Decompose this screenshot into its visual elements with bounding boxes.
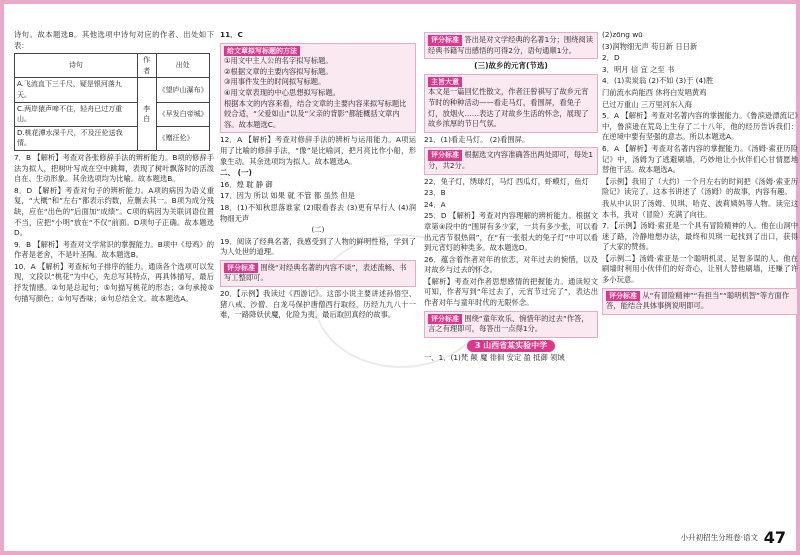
column-4 (602, 30, 798, 317)
subsection-two: (二) (311, 225, 325, 235)
scoring-text: 围绕“童年欢乐、惋惜年的过去”作答，言之有理即可，每答出一点得1分。 (428, 313, 589, 334)
answer-23: 23．B (424, 188, 446, 198)
answer-25: 25．D 【解析】考查对内容理解的辨析能力。根据文章第④段中的“围屏有多少家，一共有多少张，可以看出元宵节很热闹”，在“有一张很大的兔子灯”中可以看到元宵灯的种类多。故本题选D。 (424, 211, 598, 253)
answer-20: 20．【示例】我读过《西游记》。这部小说主要讲述孙悟空、猪八戒、沙僧、白龙马保护唐僧西行取经，历经九九八十一难，一路降妖伏魔，化险为夷，最后取回真经的故事。 (220, 289, 416, 320)
method-item: ①用文中主人公的名字拟写标题。 (224, 56, 333, 66)
method-box-title: 给文章拟写标题的方法 (224, 46, 300, 57)
answer-16: 16．煌 耽 静 御 (220, 179, 273, 189)
scoring-box (424, 32, 598, 59)
method-item: ②根据文章的主要内容拟写标题。 (224, 66, 333, 76)
theme-label: 主旨大意 (428, 77, 462, 88)
scoring-box (602, 288, 798, 315)
method-explanation: 根据本文的内容来看，结合文章的主要内容来拟写标题比较合适，“父爱如山”以及“父亲的背影”都能概括文章内容。故本题选C。 (224, 98, 407, 129)
intro-text: 诗句。故本题选B。其他选项中诗句对应的作者、出处如下表： (14, 30, 214, 50)
school-name: 山西省某实验中学 (483, 340, 548, 350)
scoring-text: 根据选文内容准确答出两处即可，每处1分，共2分。 (428, 150, 594, 170)
table-cell: 《赠汪伦》 (156, 126, 209, 150)
scoring-text: 从“有冒险精神”“有担当”“聪明机智”等方面作答，能结合具体事例说明即可。 (606, 290, 790, 311)
poem-table (14, 53, 210, 151)
answer-6-example: 【示例】我用了（大约）一个月左右的时间把《汤姆·索亚历险记》读完了。这本书讲述了（汤姆）的故事，内容有趣。 (602, 176, 798, 197)
table-cell-author: 李白 (137, 78, 156, 151)
answer-24: 24．A (424, 199, 446, 209)
school-badge (467, 340, 555, 353)
table-cell: 《望庐山瀑布》 (156, 78, 209, 102)
page-number: 47 (763, 528, 786, 547)
answer-12: 12．A 【解析】考查对修辞手法的辨析与运用能力。A项运用了比喻的修辞手法，“像”是比喻词，把月亮比作小船，形象生动。其余选项均为拟人。故本题选A。 (220, 135, 416, 166)
scoring-title: 评分标准 (428, 35, 462, 46)
answer-22: 22．兔子灯，绣球灯，马灯 西瓜灯，虾蟆灯，鱼灯 (424, 176, 589, 186)
answer-21: 21．(1)看走马灯。 (2)看围屏。 (424, 134, 530, 144)
table-cell: D.桃花潭水深千尺，不及汪伦送我情。 (15, 126, 138, 150)
answer-11: 11．C (220, 30, 243, 39)
subsection-label: (一) (237, 168, 252, 178)
answer-18: 18．(1)不知秋思落谁家 (2)眼看春去 (3)更有早行人 (4)润物细无声 (220, 202, 416, 223)
answer-26: 26．蕴含着作者对年的依恋，对年过去的惋惜，以及对故乡与过去的怀念。 (424, 254, 598, 275)
scoring-title: 评分标准 (606, 291, 640, 302)
scoring-text: 围绕“对经典名著的内容不谈”，表述流畅、书写工整即可。 (224, 262, 407, 283)
method-item: ③用事件发生的时间拟写标题。 (224, 77, 326, 87)
footer-title: 小升初招生分班卷·语文 (680, 533, 758, 542)
table-cell: A.飞流直下三千尺，疑是银河落九天。 (15, 78, 138, 102)
scoring-title: 评分标准 (428, 314, 462, 325)
answer-6-example-2: 我从中认识了汤姆、贝琪、哈克、波莉姨妈等人物。读完这本书，我对（冒险）充满了向往。 (602, 198, 798, 219)
section-two-heading (220, 168, 416, 179)
answer-9: 9．B 【解析】考查对文学常识的掌握能力。B项中《母鸡》的作者是老舍，不是叶圣陶。故本题选B。 (14, 239, 214, 260)
section-number: 二、 (220, 168, 235, 178)
school-number: 3 (474, 340, 481, 350)
scoring-box (424, 311, 598, 338)
table-header-poem: 诗句 (15, 54, 138, 78)
theme-text: 本文是一篇回忆性散文，作者汪曾祺写了故乡元宵节时的种种活动——看走马灯，看围屏，看兔子灯，放烟火……表达了对故乡生活的怀念，展现了故乡浓厚的节日气氛。 (428, 87, 589, 129)
method-item: ④用文章表现的中心思想拟写标题。 (224, 87, 340, 97)
scoring-box (424, 147, 598, 174)
answer-7-example: 7．【示例】汤姆·索亚是一个具有冒险精神的人。他在山洞中迷了路，冷静地想办法，最终和贝琪一起找到了出口，获得了大家的赞扬。 (602, 221, 798, 252)
answer-7: 7．B 【解析】考查对各张修辞手法的辨析能力。B项的修辞手法为拟人，把树叶写成在空中跳舞，表现了树叶飘落时的活泼自在、生动形象。其余选项均为比喻。故本题选B。 (14, 152, 214, 184)
answer-17: 17．因为 所以 如果 就 不管 都 虽然 但是 (220, 191, 355, 201)
answer-6: 6．A 【解析】考查对名著内容的掌握能力。《汤姆·索亚历险记》中，汤姆为了逃避刷墙，巧妙地让小伙伴们心甘情愿地替他干活。故本题选A。 (602, 143, 798, 175)
answer-4-line-2: 门前流水尚能西 休将白发唱黄鸡 (602, 87, 707, 97)
answer-4-line-3: 已过万重山 三万里河东入海 (602, 99, 692, 109)
answer-2: 2．D (602, 53, 620, 63)
table-row (15, 102, 210, 126)
answer-section-one: 一、1．(1)梵 颠 魔 徘徊 安定 盈 抵御 领域 (424, 353, 565, 363)
column-3 (424, 30, 598, 365)
scoring-text: 答出是对文学经典的名著1分；围绕阅读经典书籍写出感悟的可得2分，语句通顺1分。 (428, 35, 594, 55)
table-row (15, 78, 210, 102)
quote-line: (3)润物细无声 苟日新 日日新 (602, 41, 698, 51)
answer-8-example: 【示例二】汤姆·索亚是一个聪明机灵、足智多谋的人。他在刷墙时利用小伙伴们的好奇心，让别人替他刷墙，还赚了许多小玩意。 (602, 253, 798, 285)
scoring-title: 评分标准 (224, 263, 258, 274)
answer-5: 5．A 【解析】考查对名著内容的掌握能力。《鲁滨逊漂流记》中，鲁滨逊在荒岛上生存了二十八年，他的经历告诉我们：在逆境中要有坚强的意志。所以本题选A。 (602, 111, 798, 142)
pinyin-line: (2)zōng wū (602, 30, 643, 39)
table-cell: C.两岸猿声啼不住，轻舟已过万重山。 (15, 102, 138, 126)
answer-10: 10．A 【解析】考查标句子排序的能力。通读各个选项可以发现，文段以“桃花”为中心，先总写其特点，再具体描写，最后抒发情感。②句是总起句；⑤句描写桃花的形态；③句承接⑤句描写颜色；①句写香味；④句总结全文。故本题选A。 (14, 261, 214, 303)
scoring-box (220, 260, 416, 287)
table-cell: 《早发白帝城》 (156, 102, 209, 126)
answer-8: 8．D 【解析】考查对句子的辨析能力。A项的病因为语义重复，“大概”和“左右”都表示约数，应删去其一。B项为成分残缺，应在“出色的”后面加“成绩”。C项的病因为关联词语位置不当，应把“小明”放在“不仅”前面。D项句子正确。故本题选D。 (14, 185, 214, 238)
theme-box (424, 74, 598, 133)
school-heading (424, 340, 598, 353)
answer-26-analysis: 【解析】考查对作者思想感情的把握能力。通读短文可知，作者写到“年过去了，元宵节过完了”，表达出作者对年与童年时代的无限怀念。 (424, 276, 598, 308)
column-1 (14, 30, 214, 305)
table-header-author: 作者 (137, 54, 156, 78)
answer-19: 19．阅读了经典名著，我感受到了人物的鲜明性格，学到了为人处世的道理。 (220, 236, 416, 257)
table-row (15, 126, 210, 150)
scoring-title: 评分标准 (428, 150, 462, 161)
passage-title: (三)故乡的元宵(节选) (474, 61, 548, 71)
method-box (220, 43, 416, 134)
column-2 (220, 30, 416, 322)
table-header-source: 出处 (156, 54, 209, 78)
answer-4: 4．(1)卖炭翁 (2)不如 (3)于 (4)胜 (602, 76, 714, 86)
answer-3: 3．明月 信 宜 之至 书 (602, 64, 675, 74)
